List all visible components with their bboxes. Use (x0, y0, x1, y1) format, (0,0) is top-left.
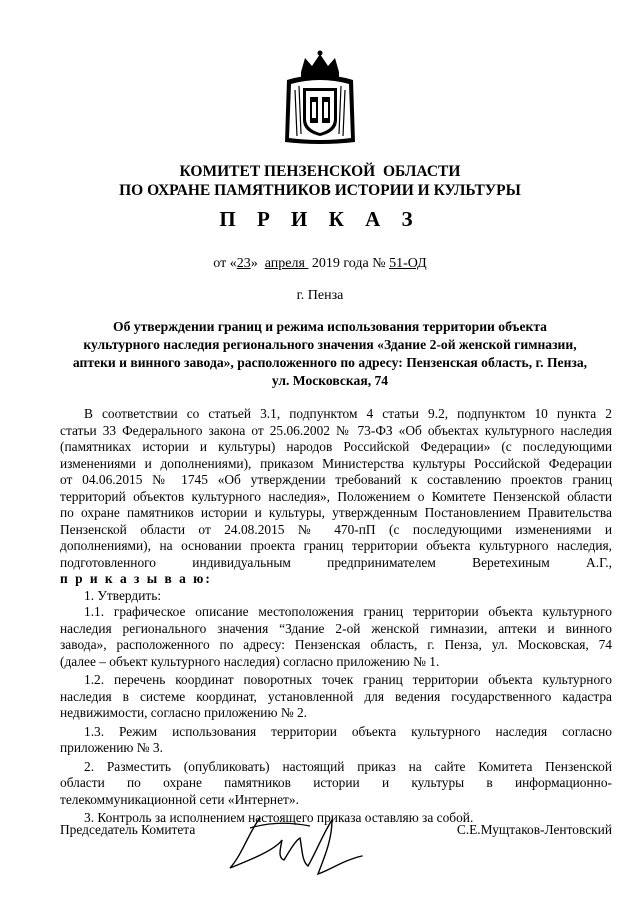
item-3: 3. Контроль за исполнением настоящего приказа оставляю за собой. (84, 810, 474, 825)
org-line-2: ПО ОХРАНЕ ПАМЯТНИКОВ ИСТОРИИ И КУЛЬТУРЫ (119, 182, 521, 199)
body-line: Пензенской области от 24.08.2015 № 470-пП (с последующими изменениями и (60, 521, 612, 537)
body-line: дополнениями), на основании проекта границ территории объекта культурного наследия, (60, 538, 612, 553)
date-mid-1: » (250, 256, 265, 271)
title-line: аптеки и винного завода», расположенного по адресу: Пензенская область, г. Пенза, (72, 355, 588, 370)
item-1-2-line: 1.2. перечень координат поворотных точек границ территории объекта культурного (84, 672, 612, 687)
order-number: 51-ОД (389, 256, 427, 271)
item-2-line: 2. Разместить (опубликовать) настоящий приказ на сайте Комитета Пензенской (84, 758, 612, 774)
city: г. Пенза (296, 288, 344, 303)
item-1-2-line: наследия в системе координат, установленной для ведения государственного кадастра (60, 688, 612, 704)
item-1-3-line: 1.3. Режим использования территории объекта культурного наследия согласно (84, 723, 612, 739)
date-line (0, 256, 640, 272)
document-type: П Р И К А З (219, 207, 421, 231)
body-line: от 04.06.2015 № 1745 «Об утверждении требований к составлению проектов границ (60, 472, 612, 487)
date-mid-2: 2019 года № (308, 256, 390, 271)
title-line: культурного наследия регионального значения «Здание 2-ой женской гимназии, (83, 337, 577, 352)
body-line: статьи 33 Федерального закона от 25.06.2002 № 73-ФЗ «Об объектах культурного наследия (60, 422, 612, 438)
item-1-1-line: завода», расположенного по адресу: Пензенская область, г. Пенза, ул. Московская, 74 (60, 637, 612, 652)
penza-coat-of-arms-icon (281, 50, 359, 146)
body-line: по охране памятников истории и культуры, утвержденным Постановлением Правительства (60, 505, 612, 520)
title-line: ул. Московская, 74 (271, 373, 389, 388)
item-1: 1. Утвердить: (84, 587, 162, 603)
order-word: п р и к а з ы в а ю: (60, 571, 212, 586)
body-line: подготовленного индивидуальным предпринимателем Веретехиным А.Г., (60, 554, 612, 570)
body-line: территорий объектов культурного наследия», Положением о Комитете Пензенской области (60, 488, 612, 504)
org-line-1: КОМИТЕТ ПЕНЗЕНСКОЙ ОБЛАСТИ (179, 163, 461, 180)
item-1-1-line: (далее – объект культурного наследия) согласно приложению № 1. (60, 653, 440, 669)
order-body (60, 406, 612, 827)
body-line: В соответствии со статьей 3.1, подпунктом 4 статьи 9.2, подпунктом 10 пункта 2 (84, 406, 612, 421)
signer-position: Председатель Комитета (60, 822, 196, 837)
date-month: апреля (264, 256, 309, 271)
body-line: изменениями и дополнениями), приказом Министерства культуры Российской Федерации (60, 455, 612, 471)
title-line: Об утверждении границ и режима использования территории объекта (113, 319, 547, 334)
date-day: 23 (236, 256, 251, 271)
body-line: (памятниках истории и культуры) народов Российской Федерации» (с последующими (60, 439, 612, 454)
order-title (60, 318, 600, 390)
item-1-2-line: недвижимости, согласно приложению № 2. (60, 705, 307, 720)
item-1-3-line: приложению № 3. (60, 740, 163, 755)
item-1-1-line: наследия регионального значения “Здание 2-ой женской гимназии, аптеки и винного (60, 620, 612, 636)
item-2-line: телекоммуникационной сети «Интернет». (60, 791, 299, 807)
signer-name: С.Е.Мущтаков-Лентовский (456, 822, 612, 837)
date-prefix: от « (213, 256, 237, 271)
item-1-1-line: 1.1. графическое описание местоположения границ территории объекта культурного (84, 604, 612, 619)
handwritten-signature-icon (220, 810, 370, 880)
organization-name (0, 162, 640, 200)
item-2-line: области по охране памятников истории и культуры в информационно- (60, 775, 612, 790)
